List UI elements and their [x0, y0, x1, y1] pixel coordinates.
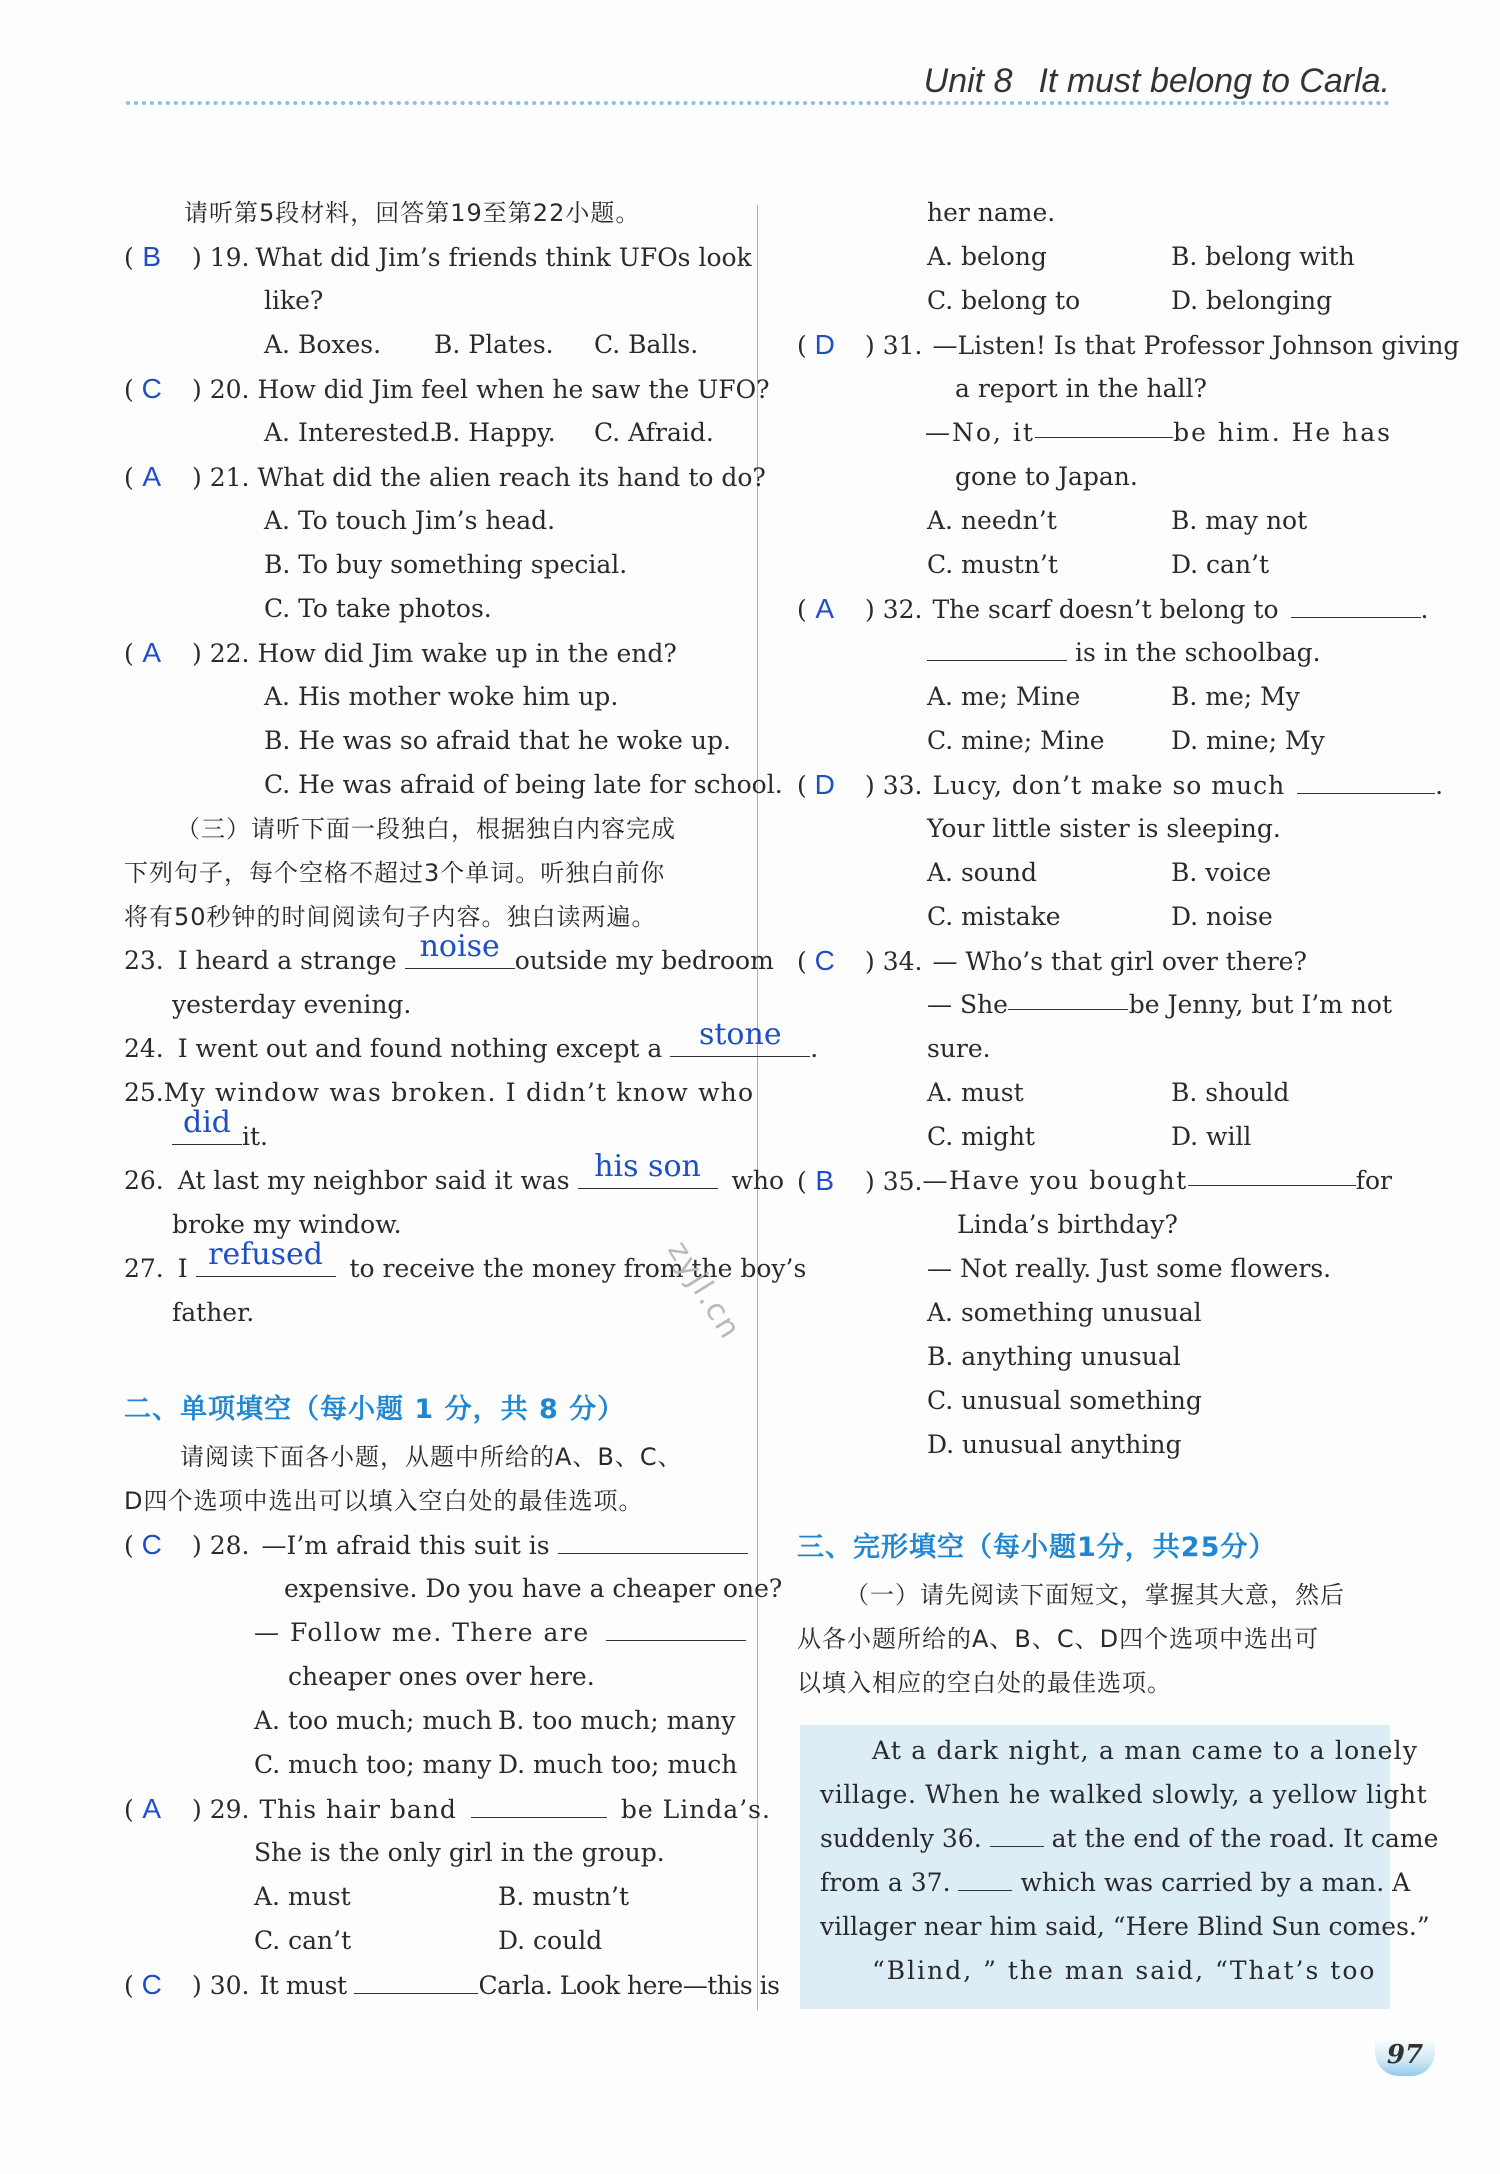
- option-b: B. may not: [1171, 506, 1308, 535]
- question-32: ( A ) 32. The scarf doesn’t belong to .: [797, 591, 1429, 635]
- question-20: ( C ) 20. How did Jim feel when he saw the UFO?: [124, 371, 770, 415]
- answer-blank: [670, 1017, 810, 1057]
- option-a: A. sound: [927, 858, 1038, 887]
- option-c: C. might: [927, 1122, 1035, 1151]
- question-29: ( A ) 29. This hair band be Linda’s.: [124, 1791, 771, 1835]
- answer-mark: D: [814, 769, 835, 800]
- watermark: zyjl.cn: [660, 1235, 748, 1347]
- answer-blank: [606, 1618, 746, 1641]
- option-a: A. His mother woke him up.: [264, 682, 619, 711]
- option-c: C. Balls.: [594, 330, 699, 359]
- filled-answer: refused: [208, 1237, 323, 1272]
- option-a: A. To touch Jim’s head.: [264, 506, 556, 535]
- question-35-line3: — Not really. Just some flowers.: [927, 1254, 1332, 1283]
- question-22: ( A ) 22. How did Jim wake up in the end?: [124, 635, 677, 679]
- option-a: A. something unusual: [927, 1298, 1202, 1327]
- option-a: A. needn’t: [927, 506, 1057, 535]
- answer-blank: [578, 1149, 718, 1189]
- question-24: 24. I went out and found nothing except a stone .: [124, 1017, 819, 1063]
- listening-5-instructions: 请听第5段材料，回答第19至第22小题。: [184, 199, 641, 227]
- question-text: What did the alien reach its hand to do?: [257, 463, 766, 492]
- answer-blank: [196, 1237, 336, 1277]
- answer-blank: [1008, 987, 1128, 1010]
- question-19: ( B ) 19. What did Jim’s friends think UFOs look: [124, 239, 752, 283]
- question-text: How did Jim wake up in the end?: [257, 639, 677, 668]
- answer-mark: C: [814, 945, 835, 976]
- section-3-heading: 三、完形填空（每小题1分，共25分）: [797, 1532, 1277, 1563]
- answer-mark: C: [141, 1969, 162, 2000]
- question-28-line4: cheaper ones over here.: [288, 1662, 595, 1691]
- option-a: A. me; Mine: [927, 682, 1081, 711]
- filled-answer: his son: [594, 1149, 701, 1184]
- option-a: A. must: [927, 1078, 1024, 1107]
- option-b: B. too much; many: [498, 1706, 736, 1735]
- question-32-line2: is in the schoolbag.: [927, 635, 1321, 679]
- section-2-instructions-line1: 请阅读下面各小题，从题中所给的A、B、C、: [180, 1443, 683, 1471]
- question-19-cont: like?: [264, 286, 324, 315]
- option-d: D. noise: [1171, 902, 1273, 931]
- answer-bracket: ( D: [797, 327, 865, 364]
- option-b: B. Plates.: [434, 330, 554, 359]
- header-dotted-rule: [126, 101, 1390, 105]
- answer-bracket: ( C: [797, 943, 865, 980]
- option-c: C. can’t: [254, 1926, 352, 1955]
- answer-bracket: ( C: [124, 1527, 192, 1564]
- question-34-line2: — She be Jenny, but I’m not: [927, 987, 1392, 1031]
- option-c: C. mistake: [927, 902, 1061, 931]
- question-33: ( D ) 33. Lucy, don’t make so much .: [797, 767, 1443, 811]
- answer-mark: B: [142, 241, 162, 272]
- answer-blank: [354, 1971, 478, 1994]
- filled-answer: stone: [698, 1017, 782, 1052]
- question-29-line2: She is the only girl in the group.: [254, 1838, 665, 1867]
- option-a: A. must: [254, 1882, 351, 1911]
- answer-blank: [558, 1531, 748, 1554]
- option-c: C. He was afraid of being late for school.: [264, 770, 783, 799]
- question-23-cont: yesterday evening.: [172, 990, 412, 1019]
- answer-mark: B: [815, 1165, 835, 1196]
- answer-blank: [405, 929, 515, 969]
- option-c: C. unusual something: [927, 1386, 1202, 1415]
- option-c: C. To take photos.: [264, 594, 492, 623]
- question-text: What did Jim’s friends think UFOs look: [255, 243, 752, 272]
- answer-blank: [1297, 771, 1435, 794]
- question-31-line3: —No, it be him. He has: [925, 415, 1392, 459]
- option-d: D. could: [498, 1926, 603, 1955]
- question-23: 23. I heard a strange noise outside my bedroom: [124, 929, 774, 975]
- question-26-cont: broke my window.: [172, 1210, 402, 1239]
- option-b: B. anything unusual: [927, 1342, 1181, 1371]
- answer-mark: A: [142, 1793, 162, 1824]
- section-3-instructions-line2: 从各小题所给的A、B、C、D四个选项中选出可: [797, 1625, 1320, 1653]
- question-27-cont: father.: [172, 1298, 255, 1327]
- answer-bracket: ( B: [124, 239, 192, 276]
- answer-blank: [1035, 415, 1173, 438]
- part3-instructions-line1: （三）请听下面一段独白，根据独白内容完成: [176, 815, 676, 843]
- option-d: D. can’t: [1171, 550, 1270, 579]
- question-34-line3: sure.: [927, 1034, 991, 1063]
- answer-mark: A: [142, 461, 162, 492]
- option-c: C. mustn’t: [927, 550, 1058, 579]
- option-b: B. belong with: [1171, 242, 1355, 271]
- question-31: ( D ) 31. —Listen! Is that Professor Johnson giving: [797, 327, 1459, 371]
- question-34: ( C ) 34. — Who’s that girl over there?: [797, 943, 1307, 987]
- option-d: D. much too; much: [498, 1750, 738, 1779]
- answer-mark: C: [141, 373, 162, 404]
- part3-instructions-line2: 下列句子，每个空格不超过3个单词。听独白前你: [124, 859, 666, 887]
- answer-bracket: ( B: [797, 1163, 865, 1200]
- option-d: D. belonging: [1171, 286, 1333, 315]
- answer-bracket: ( A: [124, 635, 192, 672]
- question-31-line2: a report in the hall?: [955, 374, 1207, 403]
- question-26: 26. At last my neighbor said it was his son who: [124, 1149, 785, 1195]
- question-35-line2: Linda’s birthday?: [957, 1210, 1178, 1239]
- answer-mark: D: [814, 329, 835, 360]
- question-30: ( C ) 30. It must Carla. Look here—this is: [124, 1967, 779, 2011]
- answer-bracket: ( D: [797, 767, 865, 804]
- answer-blank: [471, 1795, 607, 1818]
- option-b: B. should: [1171, 1078, 1290, 1107]
- option-d: D. will: [1171, 1122, 1252, 1151]
- option-c: C. Afraid.: [594, 418, 714, 447]
- question-30-cont: her name.: [927, 198, 1056, 227]
- option-b: B. He was so afraid that he woke up.: [264, 726, 731, 755]
- option-a: A. Boxes.: [264, 330, 382, 359]
- section-3-instructions-line3: 以填入相应的空白处的最佳选项。: [797, 1669, 1172, 1697]
- passage-blank-37: [958, 1868, 1012, 1891]
- answer-bracket: ( C: [124, 1967, 192, 2004]
- option-a: A. Interested.: [264, 418, 438, 447]
- answer-mark: A: [815, 593, 835, 624]
- question-25: 25. My window was broken. I didn’t know who: [124, 1078, 755, 1107]
- answer-bracket: ( A: [797, 591, 865, 628]
- answer-bracket: ( C: [124, 371, 192, 408]
- option-b: B. me; My: [1171, 682, 1300, 711]
- question-25-cont: did it.: [172, 1119, 268, 1163]
- unit-label: Unit 8: [923, 62, 1013, 100]
- workbook-page: Unit 8 It must belong to Carla. 请听第5段材料，回答第19至第22小题。 ( B ) 19. What did Jim’s friends think UFOs look like? A. Boxes. B. Plates. C. Balls. ( C ) 20. How did Jim feel when he saw the UFO? A. Interested. B. Happy. C. Afraid. ( A ) 21. What did the alien reach its hand to do? A. To touch Jim’s head. B. To buy something special. C. To take photos. ( A ) 22. How did Jim wake up in the end? A. His mother woke him up. B. He was so afraid that he woke up. C. He was afraid of being late for school. （三）请听下面一段独白，根据独白内容完成 下列句子，每个空格不超过3个单词。听独白前你 将有50秒钟的时间阅读句子内容。独白读两遍。 23. I heard a strange noise outside my bedroom yesterday evening. 24. I went out and found nothing except a stone . 25. My window was broken. I didn’t know who did it. 26. At last my neighbor said it was his son who broke my window. 27. I refused to receive the money from the boy’s father. 二、单项填空（每小题 1 分，共 8 分） 请阅读下面各小题，从题中所给的A、B、C、 D四个选项中选出可以填入空白处的最佳选项。 ( C ) 28. —I’m afraid this suit is expensive. Do you have a cheaper one? — Follow me. There are cheaper ones over here. A. too much; much B. too much; many C. much too; many D. much too; much ( A ) 29. This hair band be Linda’s. She is the only girl in the group. A. must B. mustn’t C. can’t D. could ( C ) 30. It must Carla. Look here—this is her name. A. belong B. belong with C. belong to D. belonging ( D ) 31. —Listen! Is that Professor Johnson giving a report in the hall? —No, it be him. He has gone to Japan. A. needn’t B. may not C. mustn’t D. can’t ( A ) 32. The scarf doesn’t belong to . is in the schoolbag. A. me; Mine B. me; My C. mine; Mine D. mine; My ( D ) 33. Lucy, don’t make so much . Your little sister is sleeping. A. sound B. voice C. mistake D. noise ( C ) 34. — Who’s that girl over there? — She be Jenny, but I’m not sure. A. must B. should C. might D. will ( B ) 35. —Have you bought for Linda’s birthday? — Not really. Just some flowers. A. something unusual B. anything unusual C. unusual something D. unusual anything 三、完形填空（每小题1分，共25分） （一）请先阅读下面短文，掌握其大意，然后 从各小题所给的A、B、C、D四个选项中选出可 以填入相应的空白处的最佳选项。 At a dark night, a man came to a lonely village. When he walked slowly, a yellow light suddenly 36. at the end of the road. It came from a 37. which was carried by a man. A villager near him said, “Here Blind Sun comes.” “Blind, ” the man said, “That’s too zyjl.cn 97: [0, 0, 1500, 2174]
- option-c: C. belong to: [927, 286, 1081, 315]
- answer-bracket: ( A: [124, 1791, 192, 1828]
- passage-blank-36: [990, 1824, 1044, 1847]
- unit-header: [924, 62, 1390, 101]
- option-c: C. mine; Mine: [927, 726, 1105, 755]
- page-number: 97: [1386, 2040, 1424, 2070]
- section-2-heading: 二、单项填空（每小题 1 分，共 8 分）: [124, 1394, 626, 1425]
- answer-blank: [1188, 1163, 1356, 1186]
- section-3-instructions-line1: （一）请先阅读下面短文，掌握其大意，然后: [845, 1581, 1345, 1609]
- question-21: ( A ) 21. What did the alien reach its hand to do?: [124, 459, 766, 503]
- part3-instructions-line3: 将有50秒钟的时间阅读句子内容。独白读两遍。: [124, 903, 657, 931]
- question-28-line2: expensive. Do you have a cheaper one?: [284, 1574, 783, 1603]
- option-b: B. Happy.: [434, 418, 556, 447]
- filled-answer: noise: [419, 929, 500, 964]
- option-c: C. much too; many: [254, 1750, 492, 1779]
- option-a: A. too much; much: [254, 1706, 493, 1735]
- question-28-line3: — Follow me. There are: [254, 1615, 746, 1659]
- answer-mark: A: [142, 637, 162, 668]
- question-31-line4: gone to Japan.: [955, 462, 1138, 491]
- question-33-line2: Your little sister is sleeping.: [927, 814, 1281, 843]
- answer-blank: [1291, 595, 1421, 618]
- filled-answer: did: [182, 1105, 231, 1140]
- question-35: ( B ) 35. —Have you bought for: [797, 1163, 1392, 1207]
- answer-bracket: ( A: [124, 459, 192, 496]
- option-d: D. mine; My: [1171, 726, 1325, 755]
- unit-title: It must belong to Carla.: [1038, 62, 1390, 100]
- answer-mark: C: [141, 1529, 162, 1560]
- option-a: A. belong: [927, 242, 1047, 271]
- answer-blank: [927, 638, 1067, 661]
- option-b: B. To buy something special.: [264, 550, 628, 579]
- option-b: B. voice: [1171, 858, 1272, 887]
- question-text: How did Jim feel when he saw the UFO?: [257, 375, 770, 404]
- section-2-instructions-line2: D四个选项中选出可以填入空白处的最佳选项。: [124, 1487, 644, 1515]
- option-b: B. mustn’t: [498, 1882, 630, 1911]
- question-27: 27. I refused to receive the money from the boy’s: [124, 1237, 807, 1283]
- page-number-badge: [1375, 2038, 1435, 2076]
- option-d: D. unusual anything: [927, 1430, 1182, 1459]
- question-28: ( C ) 28. —I’m afraid this suit is: [124, 1527, 748, 1571]
